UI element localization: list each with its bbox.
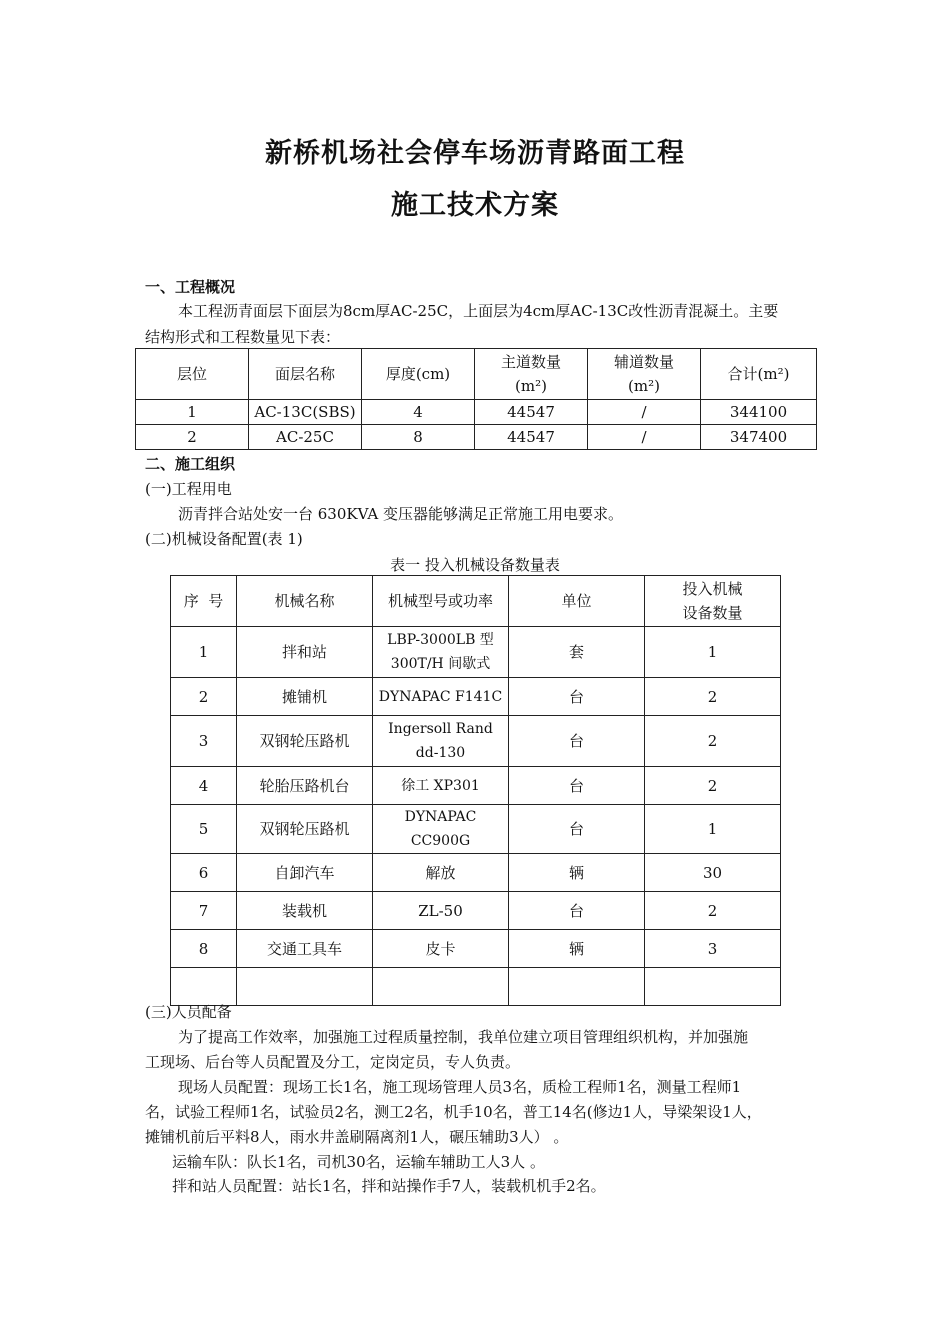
staffing-paragraph3: 运输车队：队长1名，司机30名，运输车辅助工人3人 。	[172, 1153, 545, 1171]
header-cell: 厚度(cm)	[362, 349, 475, 400]
table-cell: 2	[645, 678, 781, 716]
table-cell: 2	[645, 716, 781, 767]
overview-paragraph-line2: 结构形式和工程数量见下表：	[145, 328, 341, 346]
table-cell: 交通工具车	[237, 930, 373, 968]
table-header-row	[136, 349, 817, 400]
table-cell: 1	[645, 627, 781, 678]
staffing-paragraph2-line2: 名，试验工程师1名，试验员2名，测工2名，机手10名，普工14名(修边1人，导梁架设1人，	[145, 1103, 762, 1121]
table-cell: 皮卡	[373, 930, 509, 968]
table-cell: 台	[509, 678, 645, 716]
equipment-table	[170, 575, 781, 1006]
table-row-empty	[171, 968, 781, 1006]
table-caption: 表一 投入机械设备数量表	[390, 556, 560, 574]
staffing-paragraph4: 拌和站人员配置：站长1名，拌和站操作手7人，装载机机手2名。	[172, 1177, 606, 1195]
table-row	[171, 892, 781, 930]
table-header-row	[171, 576, 781, 627]
table-cell: 347400	[701, 425, 817, 450]
table-cell	[509, 968, 645, 1006]
table-cell: 轮胎压路机台	[237, 767, 373, 805]
table-row	[136, 400, 817, 425]
table-cell: AC-13C(SBS)	[249, 400, 362, 425]
table-cell: 2	[645, 892, 781, 930]
header-cell: 序 号	[171, 576, 237, 627]
table-cell: 1	[645, 805, 781, 854]
table-cell: 8	[362, 425, 475, 450]
table-cell: DYNAPAC F141C	[373, 678, 509, 716]
header-cell: 层位	[136, 349, 249, 400]
header-cell: 单位	[509, 576, 645, 627]
table-cell: 4	[362, 400, 475, 425]
table-cell: 44547	[475, 425, 588, 450]
subsection-heading-power: (一)工程用电	[145, 480, 232, 498]
table-cell: 辆	[509, 854, 645, 892]
table-cell: 徐工 XP301	[373, 767, 509, 805]
table-cell: 台	[509, 892, 645, 930]
header-cell: 面层名称	[249, 349, 362, 400]
header-cell: 辅道数量 (m²)	[588, 349, 701, 400]
section-heading-organization: 二、施工组织	[145, 455, 236, 473]
table-cell: 3	[645, 930, 781, 968]
table-row	[171, 716, 781, 767]
table-cell: 1	[136, 400, 249, 425]
document-title: 新桥机场社会停车场沥青路面工程	[265, 138, 685, 169]
table-row	[171, 930, 781, 968]
table-cell	[645, 968, 781, 1006]
subsection-heading-staffing: (三)人员配备	[145, 1003, 232, 1021]
table-cell: 2	[136, 425, 249, 450]
table-cell: Ingersoll Rand dd-130	[373, 716, 509, 767]
table-cell: 30	[645, 854, 781, 892]
document-subtitle: 施工技术方案	[391, 190, 559, 221]
table-row	[136, 425, 817, 450]
header-cell: 机械型号或功率	[373, 576, 509, 627]
table-cell: DYNAPAC CC900G	[373, 805, 509, 854]
table-cell: 7	[171, 892, 237, 930]
table-cell: 辆	[509, 930, 645, 968]
table-cell: 摊铺机	[237, 678, 373, 716]
table-cell: ZL-50	[373, 892, 509, 930]
table-cell: 双钢轮压路机	[237, 805, 373, 854]
table-cell: 6	[171, 854, 237, 892]
table-cell: /	[588, 425, 701, 450]
table-cell: 拌和站	[237, 627, 373, 678]
staffing-paragraph2-line3: 摊铺机前后平料8人，雨水井盖刷隔离剂1人，碾压辅助3人） 。	[145, 1128, 569, 1146]
table-cell: 1	[171, 627, 237, 678]
table-cell: 5	[171, 805, 237, 854]
table-cell: 套	[509, 627, 645, 678]
subsection-heading-equipment: (二)机械设备配置(表 1)	[145, 530, 303, 548]
table-cell: 2	[171, 678, 237, 716]
staffing-paragraph1-line1: 为了提高工作效率，加强施工过程质量控制，我单位建立项目管理组织机构，并加强施	[178, 1028, 749, 1046]
table-cell	[237, 968, 373, 1006]
table-cell	[373, 968, 509, 1006]
table-cell: 4	[171, 767, 237, 805]
table-cell: 344100	[701, 400, 817, 425]
section-heading-overview: 一、工程概况	[145, 278, 236, 296]
power-paragraph: 沥青拌合站处安一台 630KVA 变压器能够满足正常施工用电要求。	[178, 505, 624, 523]
table-cell: LBP-3000LB 型 300T/H 间歇式	[373, 627, 509, 678]
table-cell	[171, 968, 237, 1006]
table-cell: 2	[645, 767, 781, 805]
table-row	[171, 627, 781, 678]
table-row	[171, 767, 781, 805]
table-row	[171, 854, 781, 892]
table-cell: 台	[509, 767, 645, 805]
staffing-paragraph2-line1: 现场人员配置：现场工长1名，施工现场管理人员3名，质检工程师1名，测量工程师1	[178, 1078, 742, 1096]
table-cell: 台	[509, 716, 645, 767]
table-cell: AC-25C	[249, 425, 362, 450]
header-cell: 主道数量 (m²)	[475, 349, 588, 400]
header-cell: 合计(m²)	[701, 349, 817, 400]
table-row	[171, 805, 781, 854]
table-cell: 44547	[475, 400, 588, 425]
table-row	[171, 678, 781, 716]
quantity-summary-table	[135, 348, 817, 450]
table-cell: 双钢轮压路机	[237, 716, 373, 767]
table-cell: /	[588, 400, 701, 425]
table-cell: 8	[171, 930, 237, 968]
table-cell: 装载机	[237, 892, 373, 930]
header-cell: 机械名称	[237, 576, 373, 627]
staffing-paragraph1-line2: 工现场、后台等人员配置及分工，定岗定员，专人负责。	[145, 1053, 521, 1071]
table-cell: 解放	[373, 854, 509, 892]
table-cell: 自卸汽车	[237, 854, 373, 892]
table-cell: 台	[509, 805, 645, 854]
header-cell: 投入机械 设备数量	[645, 576, 781, 627]
overview-paragraph-line1: 本工程沥青面层下面层为8cm厚AC-25C，上面层为4cm厚AC-13C改性沥青混凝土。主要	[178, 302, 779, 320]
table-cell: 3	[171, 716, 237, 767]
